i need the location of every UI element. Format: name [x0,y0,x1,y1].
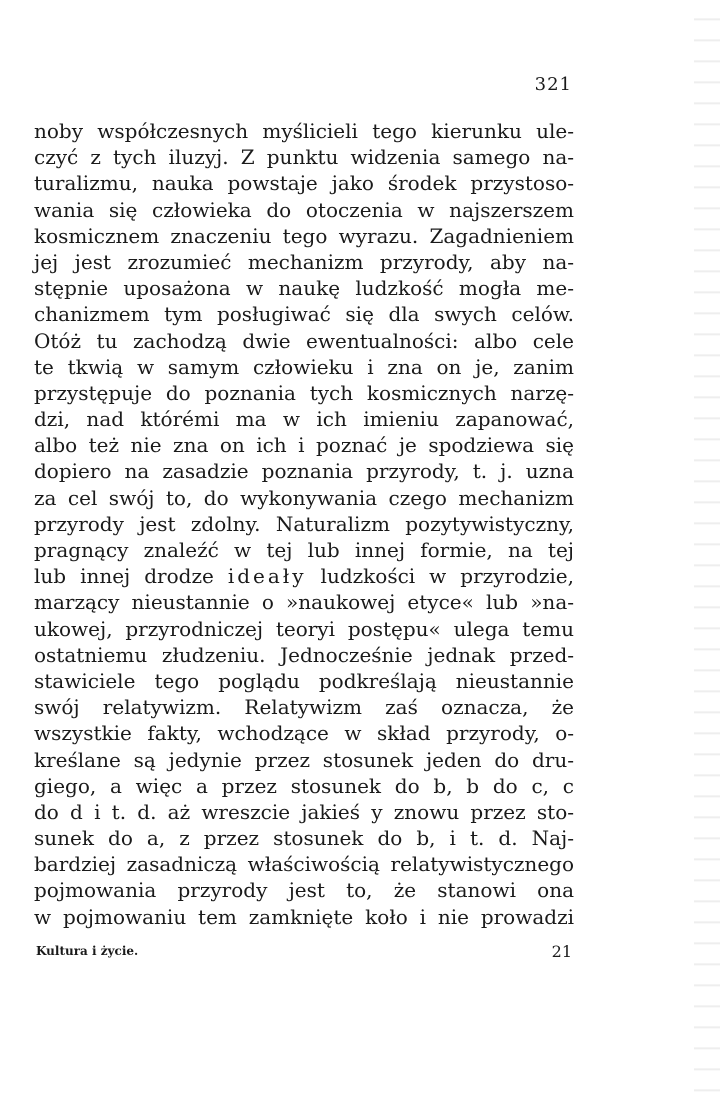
text-line-1: noby współczesnych myślicieli tego kierunku ule- [34,119,574,143]
text-line-19: marzący nieustannie o »naukowej etyce« lub »na- [34,590,574,615]
text-line-17: pragnący znaleźć w tej lub innej formie, na tej [34,538,574,562]
text-line-30: pojmowania przyrody jest to, że stanowi ona [34,878,574,903]
text-line-20: ukowej, przyrodniczej teoryi postępu« ulega temu [34,616,574,641]
text-segment: lub innej drodze [34,564,214,589]
text-line-14: dopiero na zasadzie poznania przyrody, t. j. uzna [34,459,574,484]
text-line-16: przyrody jest zdolny. Naturalizm pozytywistyczny, [34,511,574,536]
text-line-12: dzi, nad którémi ma w ich imieniu zapanować, [34,407,574,432]
text-line-9: Otóż tu zachodzą dwie ewentualności: albo cele [34,328,574,353]
text-line-22: stawiciele tego poglądu podkreślają nieustannie [34,668,574,693]
text-segment: ludzkości w przyrodzie, [320,564,574,589]
text-line-23: swój relatywizm. Relatywizm zaś oznacza, że [34,695,574,720]
spaced-emphasis: ideały [227,564,307,589]
text-line-7: stępnie uposażona w naukę ludzkość mogła me- [34,276,574,301]
text-line-24: wszystkie fakty, wchodzące w skład przyrody, o- [34,721,574,746]
text-line-29: bardziej zasadniczą właściwością relatywistycznego [34,852,574,877]
text-line-10: te tkwią w samym człowieku i zna on je, zanim [34,354,574,379]
text-line-5: kosmicznem znaczeniu tego wyrazu. Zagadnieniem [34,223,574,248]
text-line-2: czyć z tych iluzyj. Z punktu widzenia samego na- [34,145,574,170]
text-line-27: do d i t. d. aż wreszcie jakieś y znowu przez sto- [34,799,574,824]
text-line-28: sunek do a, z przez stosunek do b, i t. d. Naj- [34,826,574,851]
text-line-31: w pojmowaniu tem zamknięte koło i nie prowadzi [34,904,574,929]
text-line-4: wania się człowieka do otoczenia w najszerszem [34,197,574,222]
text-line-18 [34,563,574,589]
text-line-15: za cel swój to, do wykonywania czego mechanizm [34,485,574,510]
text-line-25: kreślane są jedynie przez stosunek jeden do dru- [34,747,574,772]
body-text [34,118,574,930]
footer-title: Kultura i życie. [36,944,139,958]
text-line-6: jej jest zrozumieć mechanizm przyrody, aby na- [34,249,574,274]
text-line-13: albo też nie zna on ich i poznać je spodziewa się [34,433,574,458]
text-line-11: przystępuje do poznania tych kosmicznych narzę- [34,380,574,405]
text-line-26: giego, a więc a przez stosunek do b, b do c, c [34,773,574,798]
text-line-8: chanizmem tym posługiwać się dla swych celów. [34,302,574,327]
page-number: 321 [534,74,572,95]
text-line-3: turalizmu, nauka powstaje jako środek przystoso- [34,171,574,196]
footer-signature: 21 [551,942,572,961]
scan-edge-artifact [694,0,720,1102]
text-line-21: ostatniemu złudzeniu. Jednocześnie jednak przed- [34,642,574,667]
